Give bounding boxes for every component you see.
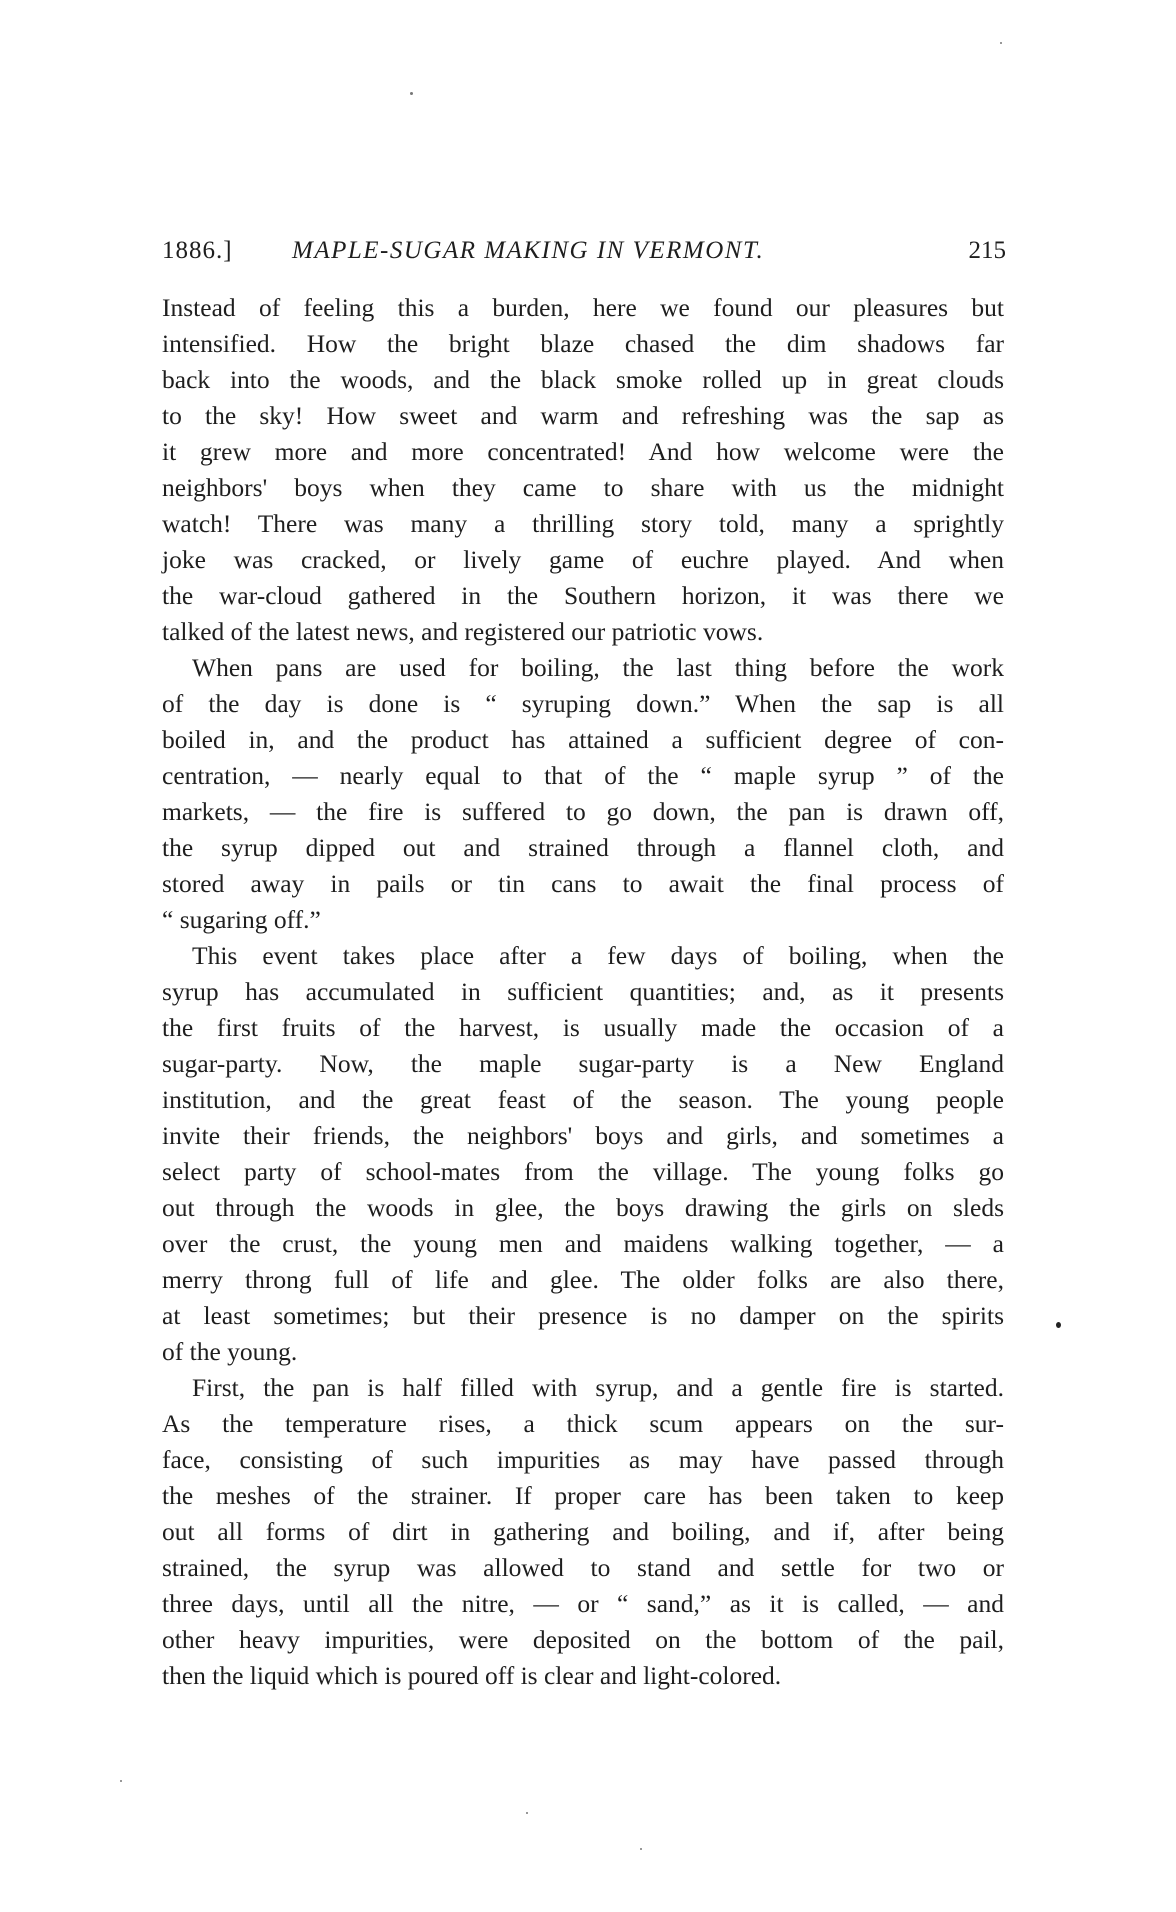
text-line: it grew more and more concentrated! And how welcome were the: [162, 437, 1004, 466]
text-line: out all forms of dirt in gathering and boiling, and if, after being: [162, 1517, 1004, 1546]
scan-speck: [640, 1848, 642, 1850]
text-line: markets, — the fire is suffered to go down, the pan is drawn off,: [162, 797, 1004, 826]
text-line: stored away in pails or tin cans to await the final process of: [162, 869, 1004, 898]
text-line: three days, until all the nitre, — or “ sand,” as it is called, — and: [162, 1589, 1004, 1618]
text-line: institution, and the great feast of the season. The young people: [162, 1085, 1004, 1114]
text-line: centration, — nearly equal to that of the “ maple syrup ” of the: [162, 761, 1004, 790]
text-line: the meshes of the strainer. If proper care has been taken to keep: [162, 1481, 1004, 1510]
body-text: [162, 290, 1004, 1694]
text-line: face, consisting of such impurities as may have passed through: [162, 1445, 1004, 1474]
scan-speck: [1000, 42, 1002, 44]
header-title: MAPLE-SUGAR MAKING IN VERMONT.: [292, 237, 765, 264]
text-line: to the sky! How sweet and warm and refreshing was the sap as: [162, 401, 1004, 430]
paragraph: [162, 650, 1004, 938]
paragraph: [162, 938, 1004, 1370]
scan-speck: [410, 92, 413, 95]
text-line: merry throng full of life and glee. The older folks are also there,: [162, 1265, 1004, 1294]
text-line: other heavy impurities, were deposited on the bottom of the pail,: [162, 1625, 1004, 1654]
text-line: As the temperature rises, a thick scum appears on the sur-: [162, 1409, 1004, 1438]
paragraph: [162, 290, 1004, 650]
paragraph: [162, 1370, 1004, 1694]
text-line: the syrup dipped out and strained through a flannel cloth, and: [162, 833, 1004, 862]
page-number: 215: [968, 237, 1006, 264]
text-line: Instead of feeling this a burden, here we found our pleasures but: [162, 293, 1004, 322]
text-line: boiled in, and the product has attained a sufficient degree of con-: [162, 725, 1004, 754]
scan-speck: [526, 1812, 528, 1814]
text-line: watch! There was many a thrilling story told, many a sprightly: [162, 509, 1004, 538]
running-header: [162, 234, 1006, 268]
text-line: the war-cloud gathered in the Southern horizon, it was there we: [162, 581, 1004, 610]
text-line: over the crust, the young men and maidens walking together, — a: [162, 1229, 1004, 1258]
text-line: strained, the syrup was allowed to stand and settle for two or: [162, 1553, 1004, 1582]
text-line: the first fruits of the harvest, is usually made the occasion of a: [162, 1013, 1004, 1042]
text-line: talked of the latest news, and registered our patriotic vows.: [162, 617, 764, 646]
text-line: at least sometimes; but their presence is no damper on the spirits: [162, 1301, 1004, 1330]
scan-speck: [1056, 1322, 1061, 1328]
text-line: When pans are used for boiling, the last thing before the work: [192, 653, 1004, 682]
text-line: joke was cracked, or lively game of euchre played. And when: [162, 545, 1004, 574]
text-line: This event takes place after a few days of boiling, when the: [192, 941, 1004, 970]
text-line: of the day is done is “ syruping down.” When the sap is all: [162, 689, 1004, 718]
text-line: select party of school-mates from the village. The young folks go: [162, 1157, 1004, 1186]
text-line: syrup has accumulated in sufficient quantities; and, as it presents: [162, 977, 1004, 1006]
text-line: “ sugaring off.”: [162, 905, 321, 934]
scan-speck: [120, 1780, 122, 1782]
text-line: out through the woods in glee, the boys drawing the girls on sleds: [162, 1193, 1004, 1222]
text-line: of the young.: [162, 1337, 298, 1366]
text-line: sugar-party. Now, the maple sugar-party is a New England: [162, 1049, 1004, 1078]
text-line: intensified. How the bright blaze chased the dim shadows far: [162, 329, 1004, 358]
text-line: First, the pan is half filled with syrup, and a gentle fire is started.: [192, 1373, 1004, 1402]
text-line: back into the woods, and the black smoke rolled up in great clouds: [162, 365, 1004, 394]
text-line: invite their friends, the neighbors' boys and girls, and sometimes a: [162, 1121, 1004, 1150]
header-year: 1886.]: [162, 237, 233, 264]
text-line: then the liquid which is poured off is clear and light-colored.: [162, 1661, 782, 1690]
text-line: neighbors' boys when they came to share with us the midnight: [162, 473, 1004, 502]
